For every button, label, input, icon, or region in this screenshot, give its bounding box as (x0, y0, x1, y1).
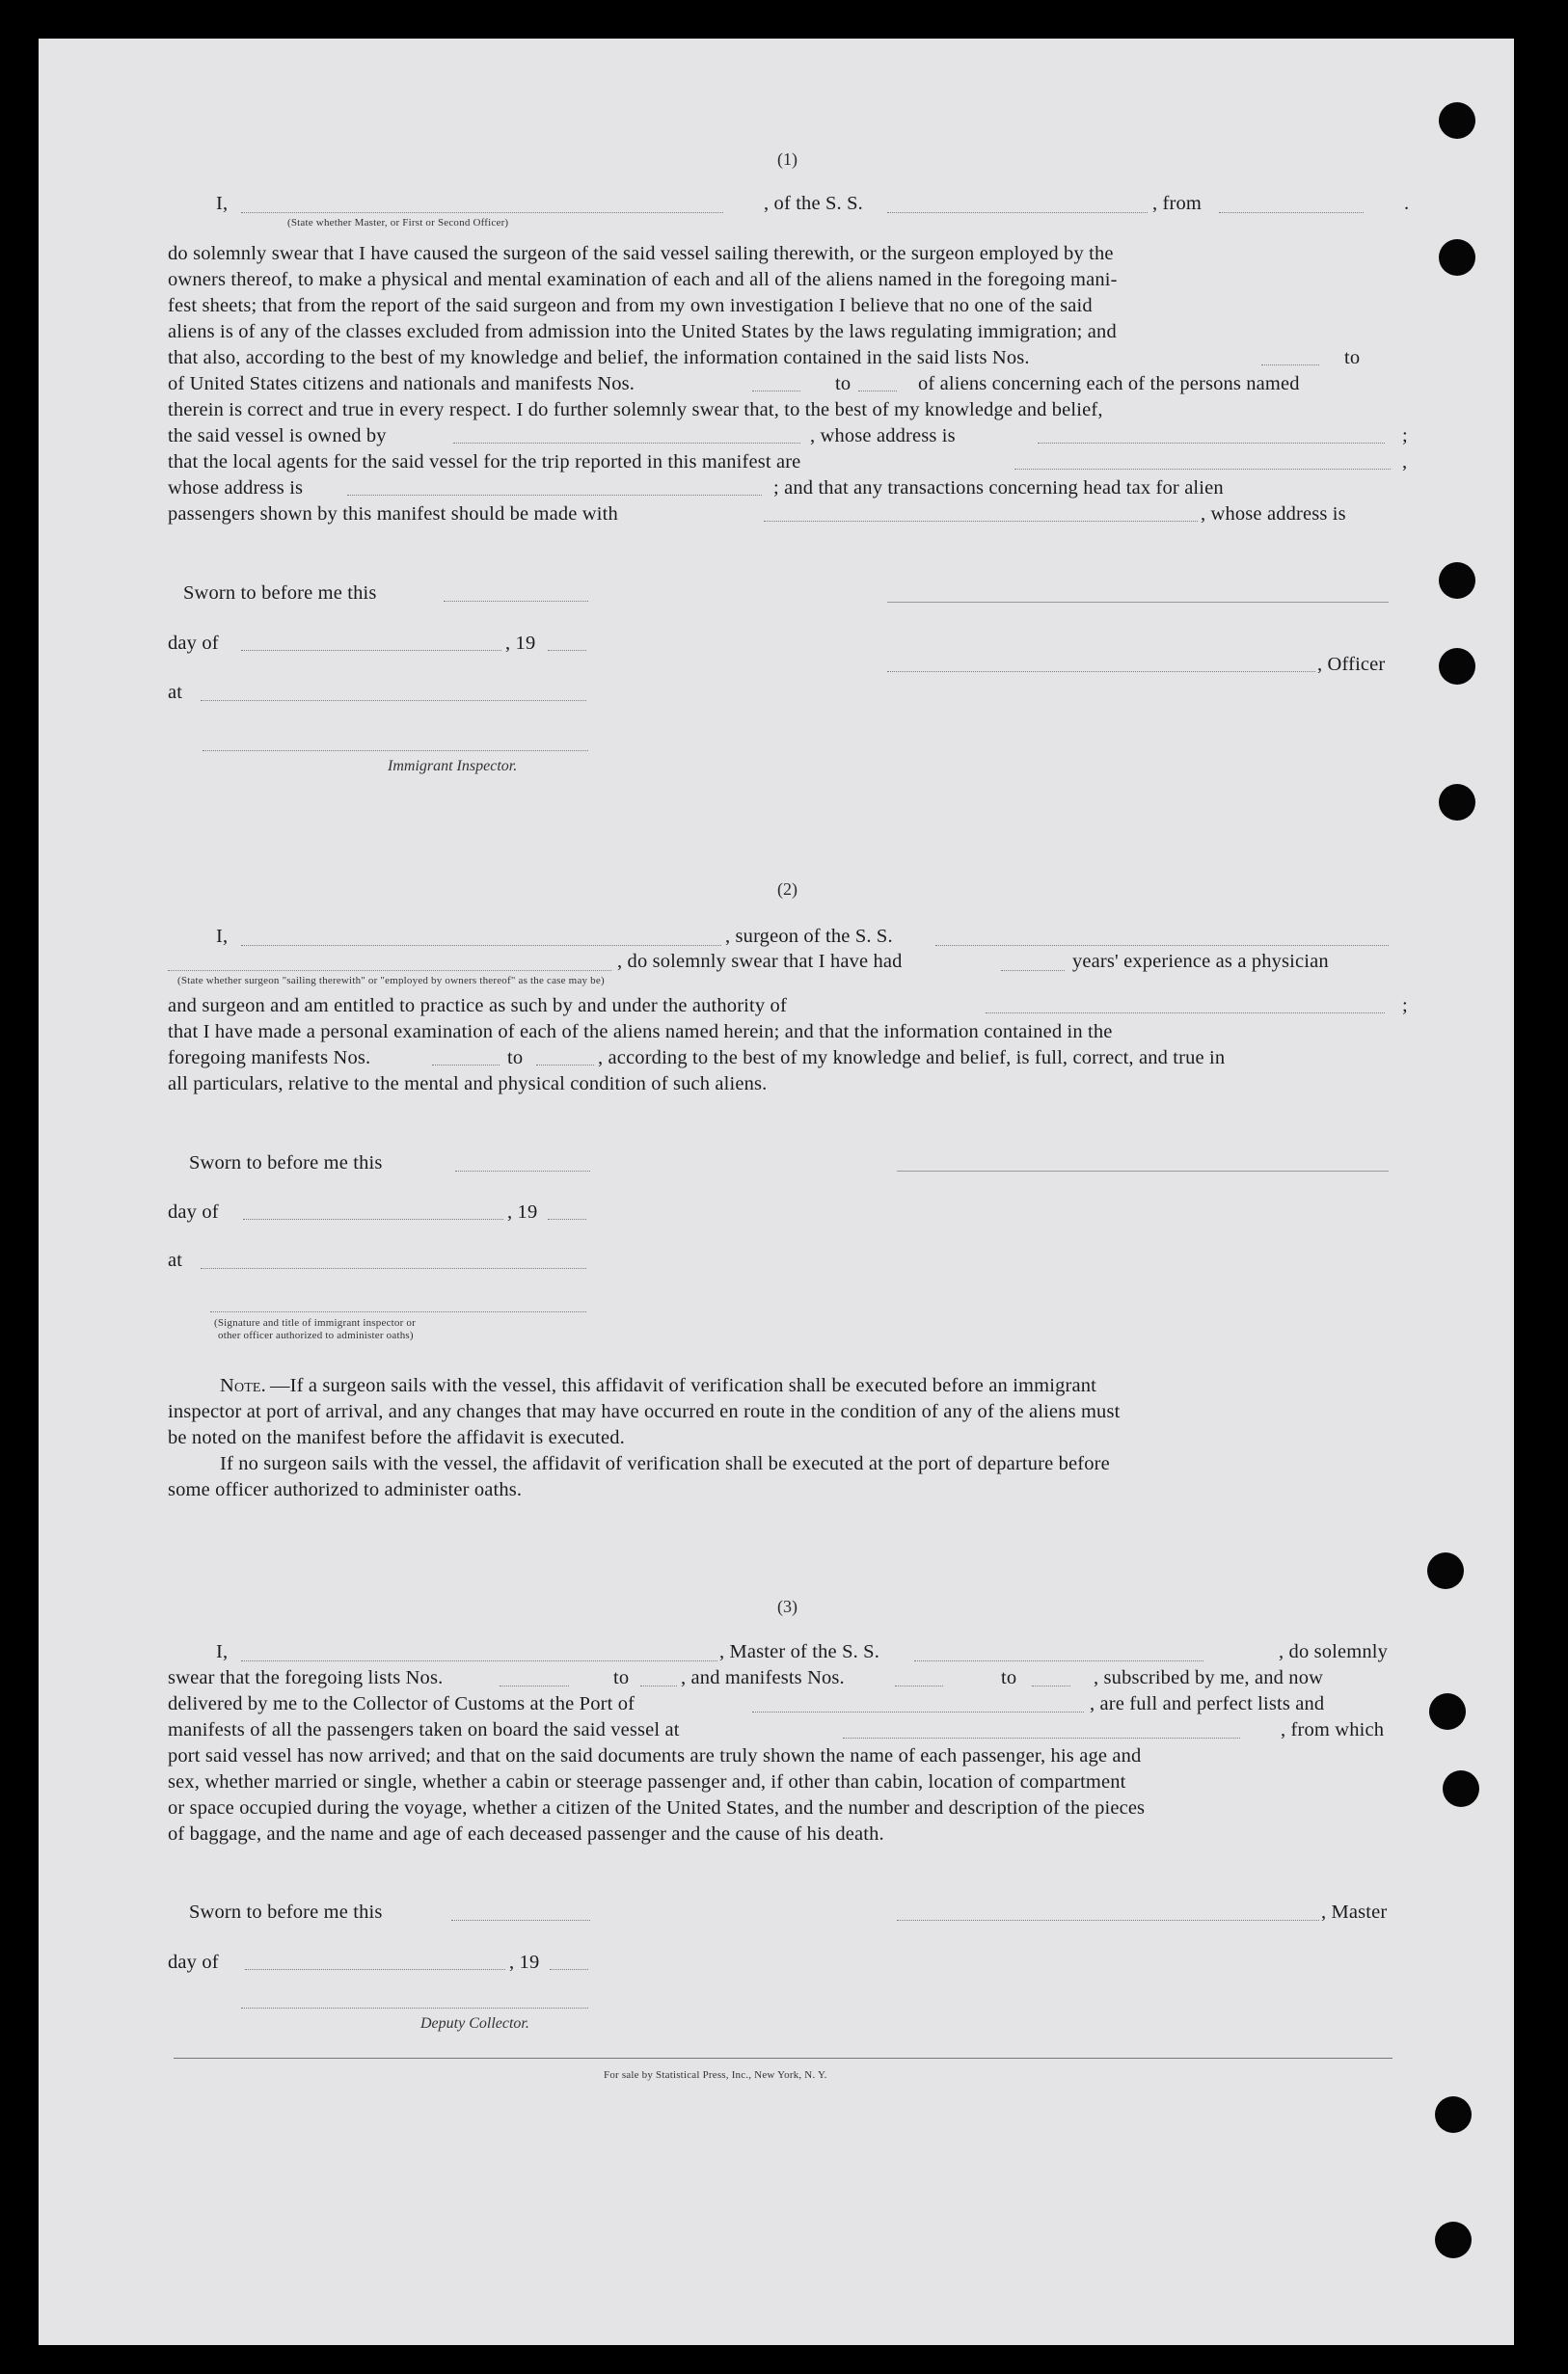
jurat-at: at (168, 682, 183, 703)
jurat-year: , 19 (505, 633, 536, 654)
fill-in-blank[interactable] (451, 1920, 590, 1921)
fill-in-blank[interactable] (548, 650, 586, 651)
fill-in-blank[interactable] (455, 1171, 590, 1172)
inspector-signature-line[interactable] (210, 1311, 586, 1312)
fill-in-blank[interactable] (241, 650, 501, 651)
punch-hole (1429, 1693, 1466, 1730)
fill-in-blank[interactable] (241, 945, 721, 946)
fill-in-blank[interactable] (1261, 364, 1319, 365)
jurat-year: , 19 (507, 1201, 538, 1223)
form-text: passengers shown by this manifest should be made with (168, 503, 618, 525)
inspector-signature-line[interactable] (203, 750, 588, 751)
fill-in-blank[interactable] (548, 1219, 586, 1220)
fill-in-blank[interactable] (1014, 469, 1391, 470)
form-text: of aliens concerning each of the persons named (918, 373, 1300, 394)
form-text: , are full and perfect lists and (1090, 1693, 1325, 1714)
form-text: I, (216, 1641, 229, 1662)
form-text: I, (216, 193, 229, 214)
punch-hole (1435, 2096, 1472, 2133)
note-label: Note. (220, 1375, 266, 1396)
form-text: , subscribed by me, and now (1094, 1667, 1324, 1688)
form-text: aliens is of any of the classes excluded from admission into the United States by the laws regulating immigration; and (168, 321, 1117, 342)
section-number: (1) (777, 149, 798, 169)
jurat-day: day of (168, 1201, 219, 1223)
form-text: the said vessel is owned by (168, 425, 387, 446)
form-text: to (835, 373, 852, 394)
jurat-day: day of (168, 1952, 219, 1973)
jurat-sworn: Sworn to before me this (189, 1152, 383, 1174)
signature-caption: other officer authorized to administer oaths) (218, 1330, 414, 1341)
fill-in-blank[interactable] (935, 945, 1389, 946)
form-text: , of the S. S. (764, 193, 863, 214)
signature-line[interactable] (897, 1171, 1389, 1172)
officer-signature-line[interactable] (887, 671, 1315, 672)
punch-hole (1439, 784, 1475, 821)
form-text: I, (216, 926, 229, 947)
master-label: , Master (1321, 1902, 1388, 1923)
punch-hole (1439, 239, 1475, 276)
fill-in-blank[interactable] (453, 443, 800, 444)
form-text: and surgeon and am entitled to practice as such by and under the authority of (168, 995, 787, 1016)
form-page (39, 39, 1514, 2345)
form-text: all particulars, relative to the mental and physical condition of such aliens. (168, 1073, 768, 1094)
form-text: , do solemnly (1279, 1641, 1388, 1662)
form-text: of baggage, and the name and age of each deceased passenger and the cause of his death. (168, 1823, 884, 1845)
fill-in-blank[interactable] (245, 1969, 505, 1970)
punch-hole (1427, 1552, 1464, 1589)
form-text: , according to the best of my knowledge and belief, is full, correct, and true in (598, 1047, 1226, 1068)
punch-hole (1439, 102, 1475, 139)
form-text: port said vessel has now arrived; and that on the said documents are truly shown the name of each passenger, his age and (168, 1745, 1142, 1767)
form-text: foregoing manifests Nos. (168, 1047, 371, 1068)
form-text: to (507, 1047, 524, 1068)
fill-in-blank[interactable] (536, 1065, 594, 1066)
note-text: inspector at port of arrival, and any changes that may have occurred en route in the condition of any of the aliens must (168, 1401, 1121, 1422)
fill-in-blank[interactable] (550, 1969, 588, 1970)
form-text: therein is correct and true in every respect. I do further solemnly swear that, to the best of my knowledge and belief, (168, 399, 1103, 420)
form-text: , do solemnly swear that I have had (617, 951, 903, 972)
form-text: whose address is (168, 477, 304, 499)
form-text: , (1402, 451, 1408, 472)
printer-imprint: For sale by Statistical Press, Inc., New York, N. Y. (604, 2069, 827, 2081)
form-text: manifests of all the passengers taken on board the said vessel at (168, 1719, 680, 1740)
form-text: that also, according to the best of my knowledge and belief, the information contained in the said lists Nos. (168, 347, 1030, 368)
form-text: ; (1402, 425, 1408, 446)
form-text: , whose address is (1201, 503, 1346, 525)
form-text: of United States citizens and nationals and manifests Nos. (168, 373, 635, 394)
form-text: years' experience as a physician (1072, 951, 1329, 972)
field-caption: (State whether surgeon "sailing therewith" or "employed by owners thereof" as the case may be) (177, 975, 605, 986)
note-text: If no surgeon sails with the vessel, the affidavit of verification shall be executed at the port of departure before (220, 1453, 1110, 1474)
fill-in-blank[interactable] (241, 212, 723, 213)
master-signature-line[interactable] (897, 1920, 1319, 1921)
form-text: , Master of the S. S. (719, 1641, 879, 1662)
fill-in-blank[interactable] (347, 495, 762, 496)
note-text: some officer authorized to administer oaths. (168, 1479, 523, 1500)
footer-rule (174, 2058, 1392, 2059)
form-text: owners thereof, to make a physical and mental examination of each and all of the aliens named in the foregoing mani- (168, 269, 1118, 290)
form-text: ; (1402, 995, 1408, 1016)
jurat-year: , 19 (509, 1952, 540, 1973)
fill-in-blank[interactable] (752, 1712, 1084, 1713)
punch-hole (1439, 562, 1475, 599)
form-text: ; and that any transactions concerning head tax for alien (773, 477, 1224, 499)
signature-line[interactable] (887, 602, 1389, 603)
punch-hole (1439, 648, 1475, 685)
form-text: or space occupied during the voyage, whether a citizen of the United States, and the number and description of the pieces (168, 1797, 1146, 1819)
officer-label: , Officer (1317, 654, 1386, 675)
fill-in-blank[interactable] (1001, 970, 1065, 971)
jurat-sworn: Sworn to before me this (189, 1902, 383, 1923)
form-text: to (1001, 1667, 1017, 1688)
section-number: (2) (777, 879, 798, 899)
form-text: , and manifests Nos. (681, 1667, 845, 1688)
jurat-day: day of (168, 633, 219, 654)
section-number: (3) (777, 1597, 798, 1616)
fill-in-blank[interactable] (444, 601, 588, 602)
form-text: fest sheets; that from the report of the said surgeon and from my own investigation I believe that no one of the said (168, 295, 1093, 316)
form-text: to (613, 1667, 630, 1688)
fill-in-blank[interactable] (843, 1738, 1240, 1739)
form-text: sex, whether married or single, whether a cabin or steerage passenger and, if other than cabin, location of compartment (168, 1771, 1126, 1793)
fill-in-blank[interactable] (1219, 212, 1364, 213)
form-text: , whose address is (810, 425, 956, 446)
fill-in-blank[interactable] (168, 970, 611, 971)
deputy-signature-line[interactable] (241, 2008, 588, 2009)
fill-in-blank[interactable] (887, 212, 1148, 213)
deputy-label: Deputy Collector. (420, 2015, 529, 2032)
inspector-label: Immigrant Inspector. (388, 758, 518, 774)
form-text: that the local agents for the said vessel for the trip reported in this manifest are (168, 451, 801, 472)
signature-caption: (Signature and title of immigrant inspector or (214, 1317, 416, 1329)
fill-in-blank[interactable] (201, 700, 586, 701)
punch-hole (1435, 2222, 1472, 2258)
fill-in-blank[interactable] (243, 1219, 503, 1220)
form-text: , surgeon of the S. S. (725, 926, 893, 947)
form-text: , from (1152, 193, 1202, 214)
punch-hole (1443, 1770, 1479, 1807)
form-text: to (1344, 347, 1361, 368)
jurat-at: at (168, 1250, 183, 1271)
form-text: , from which (1281, 1719, 1385, 1740)
fill-in-blank[interactable] (201, 1268, 586, 1269)
fill-in-blank[interactable] (764, 521, 1198, 522)
fill-in-blank[interactable] (914, 1660, 1203, 1661)
form-text: that I have made a personal examination of each of the aliens named herein; and that the information contained in the (168, 1021, 1113, 1042)
jurat-sworn: Sworn to before me this (183, 582, 377, 604)
form-text: swear that the foregoing lists Nos. (168, 1667, 444, 1688)
fill-in-blank[interactable] (432, 1065, 500, 1066)
form-text: delivered by me to the Collector of Customs at the Port of (168, 1693, 635, 1714)
fill-in-blank[interactable] (1038, 443, 1385, 444)
field-caption: (State whether Master, or First or Second Officer) (287, 217, 509, 229)
fill-in-blank[interactable] (986, 1012, 1385, 1013)
form-text: do solemnly swear that I have caused the surgeon of the said vessel sailing therewith, or the surgeon employed by the (168, 243, 1114, 264)
fill-in-blank[interactable] (241, 1660, 717, 1661)
form-text: . (1404, 193, 1410, 214)
note-text: —If a surgeon sails with the vessel, this affidavit of verification shall be executed before an immigrant (270, 1375, 1096, 1396)
note-text: be noted on the manifest before the affidavit is executed. (168, 1427, 625, 1448)
